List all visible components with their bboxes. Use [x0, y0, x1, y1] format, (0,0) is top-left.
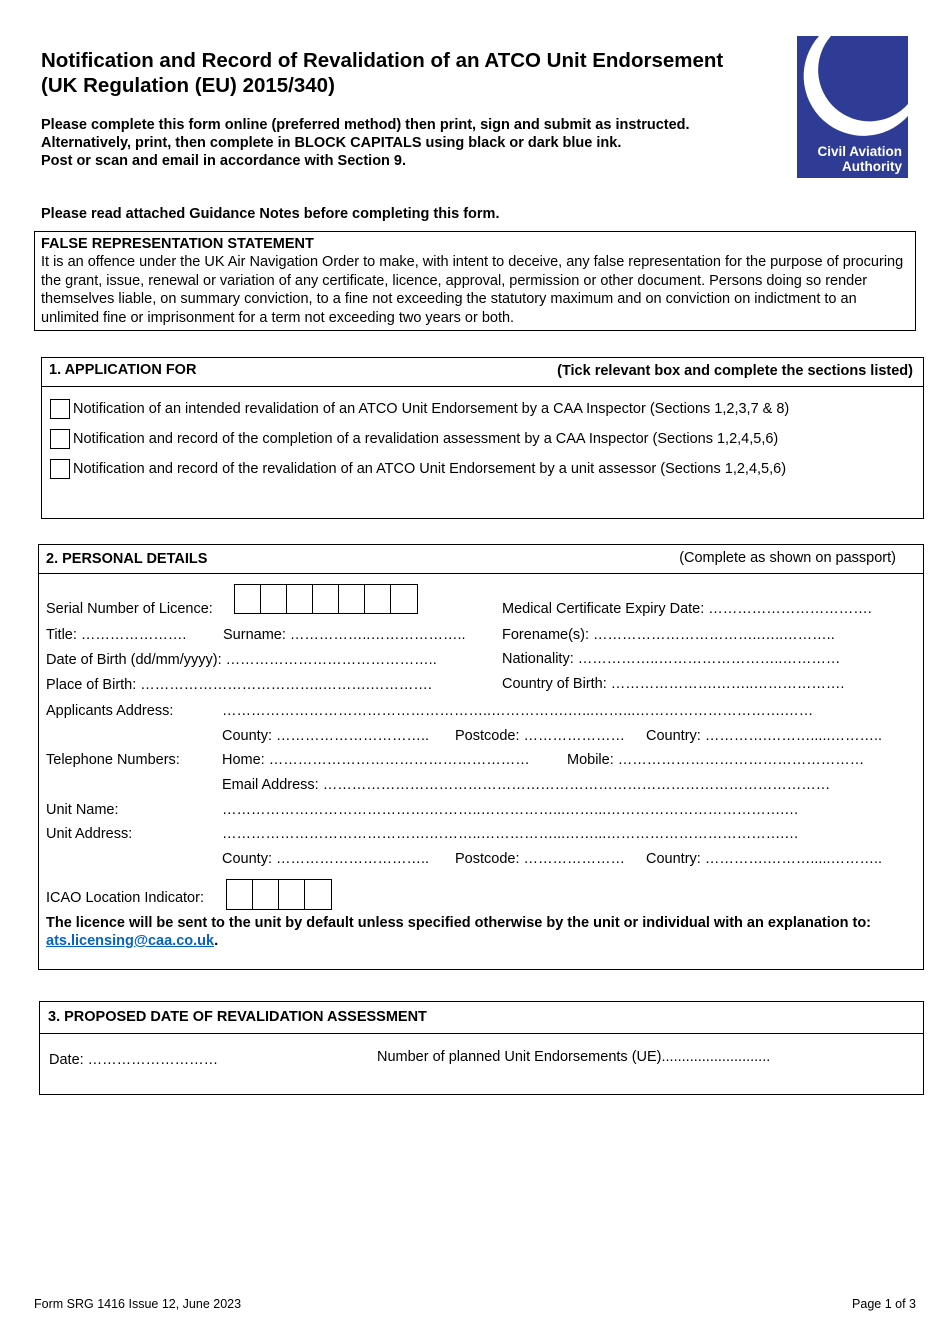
guidance-note: Please read attached Guidance Notes before completing this form.	[41, 206, 500, 222]
serial-number-label: Serial Number of Licence:	[46, 601, 213, 617]
option-label: Notification and record of the revalidation of an ATCO Unit Endorsement by a unit assessor (Sections 1,2,4,5,6)	[73, 461, 787, 477]
digit-cell[interactable]	[287, 585, 313, 613]
licence-delivery-note: The licence will be sent to the unit by default unless specified otherwise by the unit or individual with an explanation to: ats.licensing@caa.co.uk.	[46, 915, 871, 949]
letter-cell[interactable]	[305, 880, 331, 909]
logo-text: Civil Aviation Authority	[817, 144, 902, 174]
digit-cell[interactable]	[235, 585, 261, 613]
letter-cell[interactable]	[253, 880, 279, 909]
unit-name-label: Unit Name:	[46, 802, 119, 818]
page-title: Notification and Record of Revalidation of an ATCO Unit Endorsement (UK Regulation (EU) 2015/340)	[41, 49, 724, 97]
unit-country-field[interactable]: Country: ………….……….....………..	[646, 851, 883, 867]
unit-address-field[interactable]: …………………………………….………..……………...……...……………………………….…	[222, 826, 799, 842]
digit-cell[interactable]	[261, 585, 287, 613]
postcode-field[interactable]: Postcode: …………………	[455, 728, 626, 744]
surname-field[interactable]: Surname: ……………..………………..	[223, 627, 466, 643]
statement-body: It is an offence under the UK Air Navigation Order to make, with intent to deceive, any false representation for the purpose of procuring the grant, issue, renewal or variation of any certificate, licence, approval, permission or other document. Persons doing so render themselves liable, on summary conviction, to a fine not exceeding the statutory maximum and on conviction on indictment to an unlimited fine or imprisonment for a term not exceeding two years or both.	[41, 254, 904, 326]
serial-number-input[interactable]	[234, 584, 418, 614]
digit-cell[interactable]	[339, 585, 365, 613]
section-note: (Tick relevant box and complete the sections listed)	[557, 363, 913, 379]
address-label: Applicants Address:	[46, 703, 174, 719]
unit-county-field[interactable]: County: …………………………..	[222, 851, 430, 867]
section-title: 1. APPLICATION FOR	[49, 362, 197, 378]
section-header	[39, 545, 923, 574]
option-label: Notification of an intended revalidation of an ATCO Unit Endorsement by a CAA Inspector (Sections 1,2,3,7 & 8)	[73, 401, 790, 417]
digit-cell[interactable]	[313, 585, 339, 613]
section-header	[42, 358, 923, 387]
planned-ue-field[interactable]: Number of planned Unit Endorsements (UE)...........................	[377, 1049, 771, 1065]
country-field[interactable]: Country: ………….……….....………..	[646, 728, 883, 744]
place-of-birth-field[interactable]: Place of Birth: ………………………………..……….………….	[46, 677, 432, 693]
unit-address-label: Unit Address:	[46, 826, 133, 842]
instruction-line: Post or scan and email in accordance with Section 9.	[41, 153, 407, 169]
option-checkbox[interactable]	[50, 429, 70, 449]
dob-field[interactable]: Date of Birth (dd/mm/yyyy): ……………………………………..	[46, 652, 437, 668]
county-field[interactable]: County: …………………………..	[222, 728, 430, 744]
section-header	[40, 1002, 923, 1034]
telephone-label: Telephone Numbers:	[46, 752, 180, 768]
section-note: (Complete as shown on passport)	[679, 550, 896, 566]
false-representation-statement	[34, 231, 916, 331]
section-personal-details	[38, 544, 924, 970]
forename-field[interactable]: Forename(s): ……………………………..…..………..	[502, 627, 835, 643]
medical-expiry-field[interactable]: Medical Certificate Expiry Date: …………………………….	[502, 601, 872, 617]
unit-postcode-field[interactable]: Postcode: …………………	[455, 851, 626, 867]
page-number: Page 1 of 3	[852, 1297, 916, 1311]
title-field[interactable]: Title: ………………….	[46, 627, 187, 643]
option-label: Notification and record of the completion of a revalidation assessment by a CAA Inspector (Sections 1,2,4,5,6)	[73, 431, 779, 447]
section-title: 3. PROPOSED DATE OF REVALIDATION ASSESSMENT	[48, 1009, 427, 1025]
licensing-email-link[interactable]: ats.licensing@caa.co.uk	[46, 933, 215, 949]
instruction-line: Alternatively, print, then complete in BLOCK CAPITALS using black or dark blue ink.	[41, 135, 622, 151]
form-reference: Form SRG 1416 Issue 12, June 2023	[34, 1297, 242, 1311]
unit-name-field[interactable]: …………………………………….………..……………...……...……………………………….…	[222, 802, 799, 818]
section-proposed-date	[39, 1001, 924, 1095]
digit-cell[interactable]	[391, 585, 417, 613]
letter-cell[interactable]	[279, 880, 305, 909]
statement-heading: FALSE REPRESENTATION STATEMENT	[41, 236, 314, 252]
home-phone-field[interactable]: Home: ………………………………………………	[222, 752, 530, 768]
section-title: 2. PERSONAL DETAILS	[46, 551, 208, 567]
email-field[interactable]: Email Address: ……………………………………………………………………………………………	[222, 777, 831, 793]
icao-label: ICAO Location Indicator:	[46, 890, 204, 906]
instructions	[41, 116, 690, 170]
section-application-for	[41, 357, 924, 519]
instruction-line: Please complete this form online (preferred method) then print, sign and submit as instructed.	[41, 117, 690, 133]
country-of-birth-field[interactable]: Country of Birth: ………………….……..……………….	[502, 676, 845, 692]
option-checkbox[interactable]	[50, 399, 70, 419]
digit-cell[interactable]	[365, 585, 391, 613]
letter-cell[interactable]	[227, 880, 253, 909]
date-field[interactable]: Date: ………………………	[49, 1052, 219, 1068]
icao-input[interactable]	[226, 879, 332, 910]
caa-logo	[797, 36, 908, 178]
address-field[interactable]: ………………………………………………..…………….…...……...………………………….……	[222, 703, 814, 719]
option-checkbox[interactable]	[50, 459, 70, 479]
nationality-field[interactable]: Nationality: ……………..……………………..…………	[502, 651, 841, 667]
mobile-phone-field[interactable]: Mobile: ……………………………………………	[567, 752, 865, 768]
